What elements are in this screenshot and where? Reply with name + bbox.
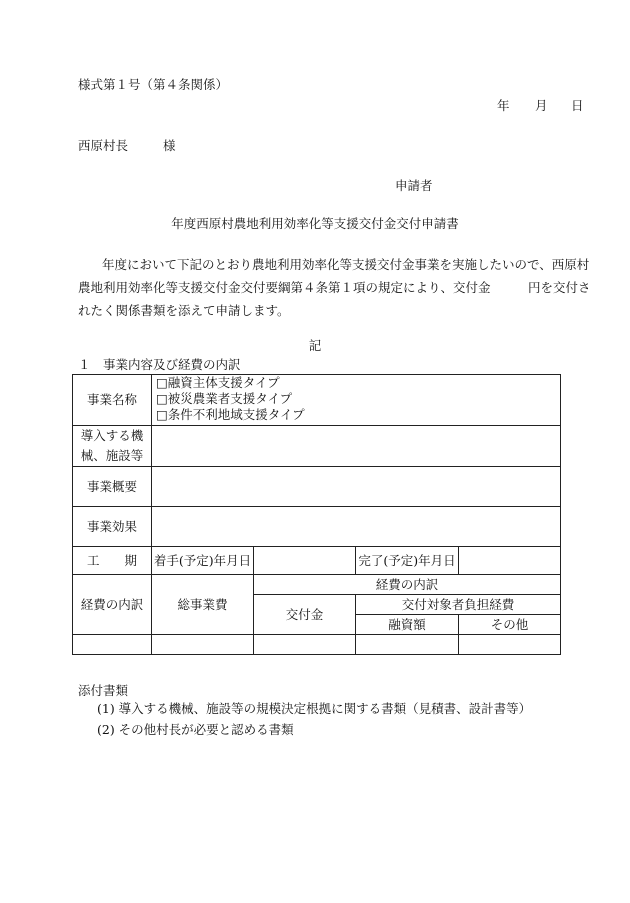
other-header: その他 <box>459 615 561 635</box>
other-field[interactable] <box>459 635 561 655</box>
addressee-honorific: 様 <box>163 138 176 153</box>
option-disaster-farmer[interactable]: □被災農業者支援タイプ <box>156 391 293 406</box>
date-year: 年 <box>497 98 510 113</box>
project-table <box>72 374 561 655</box>
body-line-1: 年度において下記のとおり農地利用効率化等支援交付金事業を実施したいので、西原村 <box>102 257 590 272</box>
loan-field[interactable] <box>356 635 459 655</box>
total-cost-header: 総事業費 <box>152 575 254 635</box>
complete-date-field[interactable] <box>459 547 561 575</box>
loan-header: 融資額 <box>356 615 459 635</box>
ki-heading: 記 <box>308 338 322 353</box>
effect-label: 事業効果 <box>73 507 152 547</box>
option-unfavorable-area[interactable]: □条件不利地域支援タイプ <box>156 407 305 422</box>
section-1-heading: １ 事業内容及び経費の内訳 <box>78 357 241 372</box>
burden-header: 交付対象者負担経費 <box>356 595 561 615</box>
subsidy-field[interactable] <box>254 635 356 655</box>
start-date-label: 着手(予定)年月日 <box>152 547 254 575</box>
date-day: 日 <box>571 98 584 113</box>
form-number: 様式第１号（第４条関係） <box>78 77 229 92</box>
addressee-name: 西原村長 <box>78 138 129 153</box>
project-name-label: 事業名称 <box>73 375 152 426</box>
body-line-2: 農地利用効率化等支援交付金交付要綱第４条第１項の規定により、交付金 円を交付さ <box>78 280 591 295</box>
cost-breakdown-header: 経費の内訳 <box>254 575 561 595</box>
option-loan-support[interactable]: □融資主体支援タイプ <box>156 375 280 390</box>
document-title: 年度西原村農地利用効率化等支援交付金交付申請書 <box>171 216 459 231</box>
period-label: 工 期 <box>73 547 152 575</box>
equipment-label <box>73 426 152 467</box>
overview-label: 事業概要 <box>73 467 152 507</box>
body-line-3: れたく関係書類を添えて申請します。 <box>78 303 290 318</box>
date-month: 月 <box>535 98 548 113</box>
effect-field[interactable] <box>152 507 561 547</box>
applicant-label: 申請者 <box>395 178 433 193</box>
cost-empty-cell <box>73 635 152 655</box>
attachment-item-1: (1) 導入する機械、施設等の規模決定根拠に関する書類（見積書、設計書等） <box>97 701 532 716</box>
start-date-field[interactable] <box>254 547 356 575</box>
body-paragraph <box>78 253 598 322</box>
cost-breakdown-label: 経費の内訳 <box>73 575 152 635</box>
complete-date-label: 完了(予定)年月日 <box>356 547 459 575</box>
attachment-item-2: (2) その他村長が必要と認める書類 <box>97 722 294 737</box>
equipment-label-line-2: 械、施設等 <box>80 448 144 463</box>
total-cost-field[interactable] <box>152 635 254 655</box>
overview-field[interactable] <box>152 467 561 507</box>
attachments-heading: 添付書類 <box>78 683 129 698</box>
subsidy-header: 交付金 <box>254 595 356 635</box>
project-type-options <box>152 375 561 426</box>
equipment-field[interactable] <box>152 426 561 467</box>
equipment-label-line-1: 導入する機 <box>80 428 144 443</box>
